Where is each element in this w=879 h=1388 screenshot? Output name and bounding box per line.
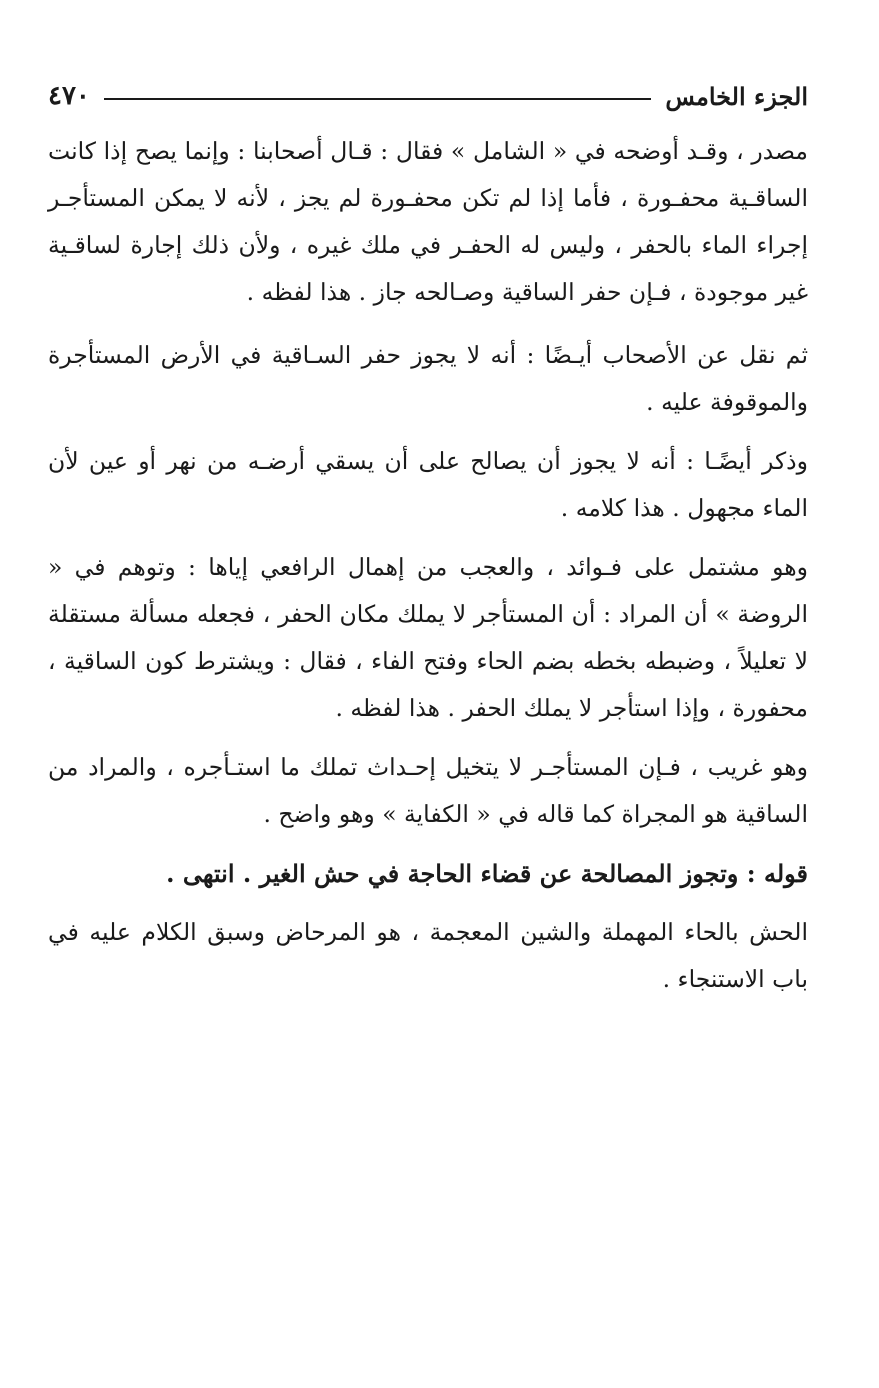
paragraph-3: وذكر أيضًـا : أنه لا يجوز أن يصالح على أن يسقي أرضـه من نهر أو عين لأن الماء مجهول . هذا كلامه . bbox=[48, 447, 808, 522]
part-title: الجزء الخامس bbox=[665, 81, 808, 111]
quoted-statement: قوله : وتجوز المصالحة عن قضاء الحاجة في حش الغير . انتهى . bbox=[166, 859, 808, 888]
paragraph-2: ثم نقل عن الأصحاب أيـضًا : أنه لا يجوز حفر السـاقية في الأرض المستأجرة والموقوفة عليه . bbox=[48, 341, 808, 416]
header-rule bbox=[104, 98, 652, 100]
page-body bbox=[48, 128, 808, 1003]
page-header bbox=[48, 72, 808, 120]
paragraph-5: وهو غريب ، فـإن المستأجـر لا يتخيل إحـداث تملك ما استـأجره ، والمراد من الساقية هو المجراة كما قاله في « الكفاية » وهو واضح . bbox=[48, 753, 808, 828]
paragraph-7: الحش بالحاء المهملة والشين المعجمة ، هو المرحاض وسبق الكلام عليه في باب الاستنجاء . bbox=[48, 918, 808, 993]
page bbox=[48, 72, 808, 1015]
paragraph-4: وهو مشتمل على فـوائد ، والعجب من إهمال الرافعي إياها : وتوهم في « الروضة » أن المراد : أن المستأجر لا يملك مكان الحفر ، فجعله مسألة مستقلة لا تعليلاً ، وضبطه بخطه بضم الحاء وفتح الفاء ، فقال : ويشترط كون الساقية ، محفورة ، وإذا استأجر لا يملك الحفر . هذا لفظه . bbox=[48, 553, 808, 722]
paragraph-1: مصدر ، وقـد أوضحه في « الشامل » فقال : قـال أصحابنا : وإنما يصح إذا كانت الساقـية محفـورة ، فأما إذا لم تكن محفـورة لم يجز ، لأنه لا يمكن المستأجـر إجراء الماء بالحفر ، وليس له الحفـر في ملك غيره ، ولأن ذلك إجارة لساقـية غير موجودة ، فـإن حفر الساقية وصـالحه جاز . هذا لفظه . bbox=[48, 137, 808, 306]
page-number: ٤٧٠ bbox=[48, 81, 90, 111]
